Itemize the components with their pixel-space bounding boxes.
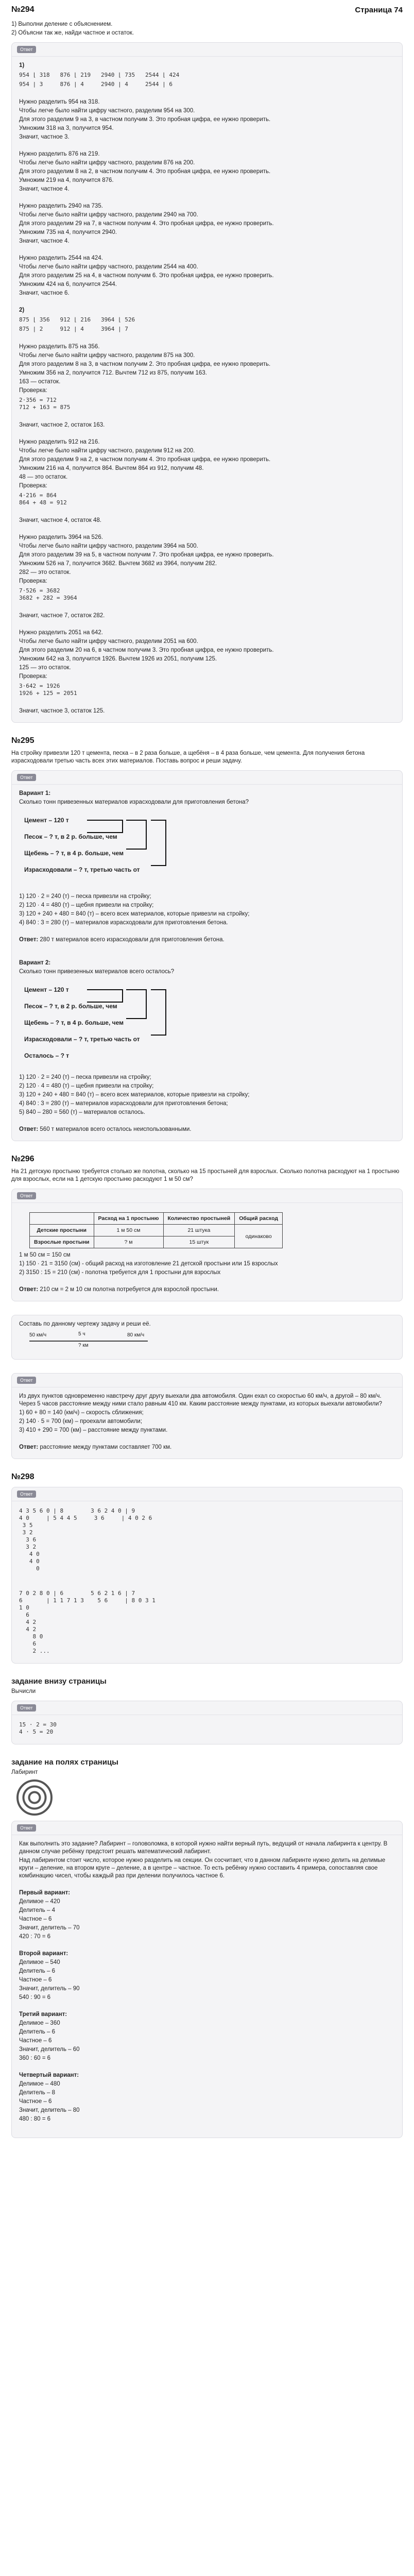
page-header [11,0,403,20]
explanation-line: Значит, частное 4. [19,186,70,192]
table-cell: 1 м 50 см [94,1225,163,1236]
result-2051 [19,707,395,715]
table-cell: ? м [94,1236,163,1248]
explanation-line: Значит, частное 7, остаток 282. [19,613,105,619]
check-875: 2·356 = 712 712 + 163 = 875 [19,397,71,411]
explanation-line: 163 — остаток. [19,379,61,385]
table-cell: 21 штука [163,1225,235,1236]
variant-line: Частное – 6 [19,2098,52,2105]
answer-label: Ответ: [19,1126,39,1132]
explanation-line: Умножим 356 на 2, получится 712. Вычтем 712 из 875, получим 163. [19,370,207,376]
explanation-line: Для этого разделим 8 на 2, в частном получим 4. Это пробная цифра, ее нужно проверить. [19,168,271,175]
explanation-line: Нужно разделить 2051 на 642. [19,630,103,636]
answer-label: Ответ: [19,1444,39,1450]
explanation-line: Умножим 318 на 3, получится 954. [19,125,114,131]
explanation-912 [19,438,395,490]
answer-tag: Ответ [17,1490,36,1498]
task-title-295: №295 [11,736,34,745]
short-note-scheme-1 [24,811,395,888]
table-cell: 15 штук [163,1236,235,1248]
explanation-line: Значит, частное 3. [19,134,70,140]
answer-card-298 [11,1487,403,1664]
explanation-line: Проверка: [19,387,47,394]
short-note-scheme-2 [24,981,395,1069]
explanation-875 [19,343,395,395]
variant-title: Второй вариант: [19,1951,68,1957]
segment-label-distance: ? км [78,1343,89,1348]
variant-line: 480 : 80 = 6 [19,2116,51,2122]
variant-line: Делимое – 420 [19,1899,60,1905]
variant-line: Делимое – 480 [19,2081,60,2087]
answer-label: Ответ: [19,937,39,943]
explanation-line: Значит, частное 4, остаток 48. [19,517,101,523]
arrow-bracket [87,989,123,1003]
task-297-text: Составь по данному чертежу задачу и реши её. [19,1321,151,1327]
division-row-3: 875 ⌊ 356 912 ⌊ 216 3964 ⌊ 526 [19,316,135,323]
variant-title: Первый вариант: [19,1890,71,1896]
variant-line: Значит, делитель – 60 [19,2046,80,2053]
page-number: Страница 74 [355,5,403,14]
variant-title: Четвертый вариант: [19,2072,79,2078]
division-row-1: 954 ⌊ 318 876 ⌊ 219 2940 ⌊ 735 2544 ⌊ 424 [19,72,180,78]
task-title-296: №296 [11,1155,34,1163]
explanation-line: Значит, частное 6. [19,290,70,296]
explanation-3964 [19,534,395,585]
explanation-line: Умножим 642 на 3, получится 1926. Вычтем 1926 из 2051, получим 125. [19,656,217,662]
explanation-line: Нужно разделить 876 на 219. [19,151,100,157]
answer-tag: Ответ [17,1824,36,1832]
solution-variant-2 [19,1074,395,1116]
result-875 [19,421,395,429]
explanation-line: Для этого разделим 20 на 6, в частном получим 3. Это пробная цифра, ее нужно проверить. [19,647,274,653]
explanation-line: Нужно разделить 2544 на 424. [19,255,103,261]
explanation-line: Проверка: [19,578,47,584]
table-row [30,1225,283,1236]
scheme-row-gravel: Щебень – ? т, в 4 р. больше, чем [24,1019,124,1026]
solution-step: 2) 120 · 4 = 480 (т) – щебня привезли на стройку; [19,902,154,908]
explanation-line: Нужно разделить 954 на 318. [19,99,100,105]
table-cell: Расход на 1 простыню [94,1213,163,1225]
result-912 [19,517,395,524]
solution-step: 5) 840 – 280 = 560 (т) – материалов осталось. [19,1109,145,1115]
long-division-1: 4 3 5 6 0 | 8 3 6 2 4 0 | 9 4 0 | 5 4 4 5 3 6 | 4 0 2 6 3 5 3 2 3 6 3 2 4 0 4 0 0 [19,1507,152,1572]
answer-tag: Ответ [17,1377,36,1384]
variant-line: Частное – 6 [19,1977,52,1983]
task-294-intro-2: 2) Объясни так же, найди частное и остаток. [11,30,134,36]
explanation-line: Для этого разделим 25 на 4, в частном получим 6. Это пробная цифра, ее нужно проверить. [19,273,274,279]
explanation-line: Значит, частное 4. [19,238,70,244]
explanation-line: Для этого разделим 8 на 3, в частном получим 2. Это пробная цифра, ее нужно проверить. [19,361,271,367]
bottom-task-math: 15 · 2 = 30 4 · 5 = 20 [19,1721,57,1735]
scheme-row-cement: Цемент – 120 т [24,817,69,824]
explanation-line: Умножим 735 на 4, получится 2940. [19,229,117,235]
variant-line: Делитель – 6 [19,2029,55,2035]
scheme-row-left: Осталось – ? т [24,1052,70,1059]
solution-step: 3) 410 + 290 = 700 (км) – расстояние между пунктами. [19,1427,168,1433]
scheme-row-cement: Цемент – 120 т [24,986,69,993]
solution-step: 1) 60 + 80 = 140 (км/ч) – скорость сближения; [19,1410,144,1416]
explanation-line: Для этого разделим 9 на 3, в частном получим 3. Это пробная цифра, ее нужно проверить. [19,116,271,123]
arrow-bracket [87,820,123,833]
explanation-line: Чтобы легче было найти цифру частного, разделим 876 на 200. [19,160,195,166]
division-row-4: 875 | 2 912 | 4 3964 | 7 [19,326,128,332]
explanation-line: Проверка: [19,483,47,489]
solution-step: 3) 120 + 240 + 480 = 840 (т) – всего всех материалов, которые привезли на стройку; [19,1092,250,1098]
explanation-line: Умножим 526 на 7, получится 3682. Вычтем 3682 из 3964, получим 282. [19,561,217,567]
variant-title: Третий вариант: [19,2011,67,2018]
explanation-line: Чтобы легче было найти цифру частного, разделим 954 на 300. [19,108,195,114]
task-294-intro-1: 1) Выполни деление с объяснением. [11,21,113,27]
explanation-line: Значит, частное 3, остаток 125. [19,708,105,714]
solution-step: 1) 120 · 2 = 240 (т) – песка привезли на стройку; [19,893,151,900]
explanation-line: 125 — это остаток. [19,665,71,671]
division-row-2: 954 | 3 876 | 4 2940 | 4 2544 | 6 [19,81,173,88]
solution-step: 1 м 50 см = 150 см [19,1252,71,1258]
variant-1-question: Сколько тонн привезенных материалов израсходовали для приготовления бетона? [19,799,249,805]
variant-line: Частное – 6 [19,1916,52,1922]
variant-line: Делимое – 540 [19,1959,60,1965]
table-cell: Общий расход [235,1213,283,1225]
task-296-text: На 21 детскую простыню требуется столько же полотна, сколько на 15 простыней для взрослых. Сколько полотна расходуют на 1 простыню для взрослых, если на 1 детскую простыню расходуют 1 м 50 см? [11,1168,400,1182]
segment-label-speed-1: 50 км/ч [29,1332,47,1338]
variant-1-title: Вариант 1: [19,790,51,796]
explanation-line: Умножим 424 на 6, получится 2544. [19,281,117,287]
explanation-line: Значит, частное 2, остаток 163. [19,422,105,428]
arrow-bracket [151,820,166,866]
variant-line: 540 : 90 = 6 [19,1994,51,2001]
task-297-composed: Из двух пунктов одновременно навстречу друг другу выехали два автомобиля. Один ехал со скоростью 60 км/ч, а другой – 80 км/ч. Через 5 часов расстояние между ними стало равным 410 км. Каким расстояние между пунктами, из которых выехали автомобили? [19,1393,383,1407]
segment-diagram [29,1332,395,1350]
explanation-line: Чтобы легче было найти цифру частного, разделим 2544 на 400. [19,264,198,270]
arrow-bracket [151,989,166,1036]
solution-variant-1 [19,893,395,927]
margin-task-title: задание на полях страницы [11,1758,118,1767]
answer-text-296: 210 см = 2 м 10 см полотна потребуется для взрослой простыни. [40,1286,219,1293]
answer-card-295 [11,770,403,1141]
table-cell [30,1213,94,1225]
segment-label-time: 5 ч [78,1331,85,1337]
explanation-2051 [19,629,395,681]
variant-line: 420 : 70 = 6 [19,1934,51,1940]
variant-line: Значит, делитель – 80 [19,2107,80,2113]
answer-text-297: расстояние между пунктами составляет 700 км. [40,1444,172,1450]
explanation-line: 48 — это остаток. [19,474,68,480]
answer-text-variant-1: 280 т материалов всего израсходовали для приготовления бетона. [40,937,225,943]
explanation-line: Умножим 216 на 4, получится 864. Вычтем 864 из 912, получим 48. [19,465,204,471]
part-label-2: 2) [19,307,25,313]
solution-step: 3) 120 + 240 + 480 = 840 (т) – всего всех материалов, которые привезли на стройку; [19,911,250,917]
explanation-line: Чтобы легче было найти цифру частного, разделим 2051 на 600. [19,638,198,645]
explanation-line: Для этого разделим 9 на 2, в частном получим 4. Это пробная цифра, ее нужно проверить. [19,456,271,463]
explanation-line: Чтобы легче было найти цифру частного, разделим 3964 на 500. [19,543,198,549]
data-table-296 [29,1212,283,1248]
answer-card-297 [11,1373,403,1459]
explanation-line: Для этого разделим 29 на 7, в частном получим 4. Это пробная цифра, ее нужно проверить. [19,221,274,227]
margin-paragraph-1: Как выполнить это задание? Лабиринт – головоломка, в которой нужно найти верный путь, ведущий от начала лабиринта к центру. В данном случае ребёнку предстоит решать математический лабиринт. [19,1841,388,1855]
solution-297 [19,1409,395,1434]
check-3964: 7·526 = 3682 3682 + 282 = 3964 [19,587,77,601]
table-cell: Количество простыней [163,1213,235,1225]
answer-text-variant-2: 560 т материалов всего осталось неиспользованными. [40,1126,192,1132]
solution-step: 4) 840 : 3 = 280 (т) – материалов израсходовали для приготовления бетона; [19,1100,228,1107]
explanation-line: Умножим 219 на 4, получится 876. [19,177,114,183]
variant-2-question: Сколько тонн привезенных материалов всего осталось? [19,969,175,975]
scheme-row-used: Израсходовали – ? т, третью часть от [24,1036,140,1043]
explanation-line: 282 — это остаток. [19,569,71,575]
arrow-bracket [126,820,147,850]
variant-line: Делитель – 6 [19,1968,55,1974]
answer-tag: Ответ [17,46,36,53]
solution-step: 2) 120 · 4 = 480 (т) – щебня привезли на стройку; [19,1083,154,1089]
variant-line: 360 : 60 = 6 [19,2055,51,2061]
explanation-line: Чтобы легче было найти цифру частного, разделим 912 на 200. [19,448,195,454]
scheme-row-sand: Песок – ? т, в 2 р. больше, чем [24,833,117,840]
answer-tag: Ответ [17,1192,36,1199]
scheme-row-sand: Песок – ? т, в 2 р. больше, чем [24,1003,117,1010]
explanation-blocks-1 [19,98,395,297]
explanation-line: Для этого разделим 39 на 5, в частном получим 7. Это пробная цифра, ее нужно проверить. [19,552,274,558]
variant-line: Значит, делитель – 90 [19,1986,80,1992]
explanation-line: Нужно разделить 912 на 216. [19,439,100,445]
explanation-line: Проверка: [19,673,47,680]
scheme-row-gravel: Щебень – ? т, в 4 р. больше, чем [24,850,124,857]
result-3964 [19,612,395,620]
task-295-text: На стройку привезли 120 т цемента, песка – в 2 раза больше, а щебёня – в 4 раза больше, чем цемента. Для получения бетона израсходовали третью часть всех этих материалов. Поставь вопрос и реши задачу. [11,750,365,764]
explanation-line: Нужно разделить 2940 на 735. [19,203,103,209]
check-912: 4·216 = 864 864 + 48 = 912 [19,492,67,506]
variant-line: Частное – 6 [19,2038,52,2044]
table-header-row [30,1213,283,1225]
scheme-row-used: Израсходовали – ? т, третью часть от [24,866,140,873]
answer-label: Ответ: [19,1286,39,1293]
answer-card-bottom [11,1701,403,1744]
answer-card-294 [11,42,403,723]
margin-task-text: Лабиринт [11,1769,38,1775]
task-title-298: №298 [11,1472,34,1481]
solution-step: 1) 150 · 21 = 3150 (см) - общий расход на изготовление 21 детской простыни или 15 взрослых [19,1261,278,1267]
explanation-line: Чтобы легче было найти цифру частного, разделим 2940 на 700. [19,212,198,218]
explanation-line: Нужно разделить 3964 на 526. [19,534,103,540]
variant-line: Значит, делитель – 70 [19,1925,80,1931]
arrow-bracket [126,989,147,1019]
segment-line [29,1341,148,1342]
explanation-line: Нужно разделить 875 на 356. [19,344,100,350]
answer-tag: Ответ [17,1704,36,1711]
variant-line: Делимое – 360 [19,2020,60,2026]
task-297-card [11,1315,403,1360]
long-division-2: 7 0 2 8 0 | 6 5 6 2 1 6 | 7 6 | 1 1 7 1 3 5 6 | 8 0 3 1 1 0 6 4 2 4 2 8 0 6 2 ... [19,1590,156,1654]
table-cell-same: одинаково [235,1225,283,1248]
check-2051: 3·642 = 1926 1926 + 125 = 2051 [19,683,77,697]
solution-step: 2) 140 · 5 = 700 (км) – проехали автомобили; [19,1418,143,1425]
solution-296 [19,1251,395,1277]
answer-card-header [12,43,402,57]
solution-step: 1) 120 · 2 = 240 (т) – песка привезли на стройку; [19,1074,151,1080]
variant-line: Делитель – 4 [19,1907,55,1913]
answer-tag: Ответ [17,774,36,781]
table-cell: Детские простыни [30,1225,94,1236]
margin-paragraph-2: Над лабиринтом стоит число, которое нужно разделить на секции. Он сосчитает, что в данном лабиринте нужно делить на делимые круги – деление, на втором круге – деление, а в центре – частное. То есть ребёнку нужно составить 4 примера, сопоставляя свое комбинацию чисел, чтобы каждый раз при делении получилось частное 6. [19,1857,386,1879]
solution-step: 4) 840 : 3 = 280 (т) – материалов израсходовали для приготовления бетона. [19,920,228,926]
explanation-line: Чтобы легче было найти цифру частного, разделим 875 на 300. [19,352,195,359]
answer-card-margin [11,1821,403,2138]
segment-label-speed-2: 80 км/ч [127,1332,145,1338]
bottom-task-title: задание внизу страницы [11,1677,107,1686]
part-label-1: 1) [19,62,25,69]
labyrinth-image [16,1780,53,1816]
task-title-294: №294 [11,5,34,14]
solution-step: 2) 3150 : 15 = 210 (см) - полотна требуется для 1 простыни для взрослых [19,1269,221,1276]
answer-card-296 [11,1189,403,1301]
bottom-task-text: Вычисли [11,1688,36,1694]
variant-2-title: Вариант 2: [19,960,51,966]
variant-line: Делитель – 8 [19,2090,55,2096]
labyrinth-variants [19,1889,395,2131]
table-cell: Взрослые простыни [30,1236,94,1248]
